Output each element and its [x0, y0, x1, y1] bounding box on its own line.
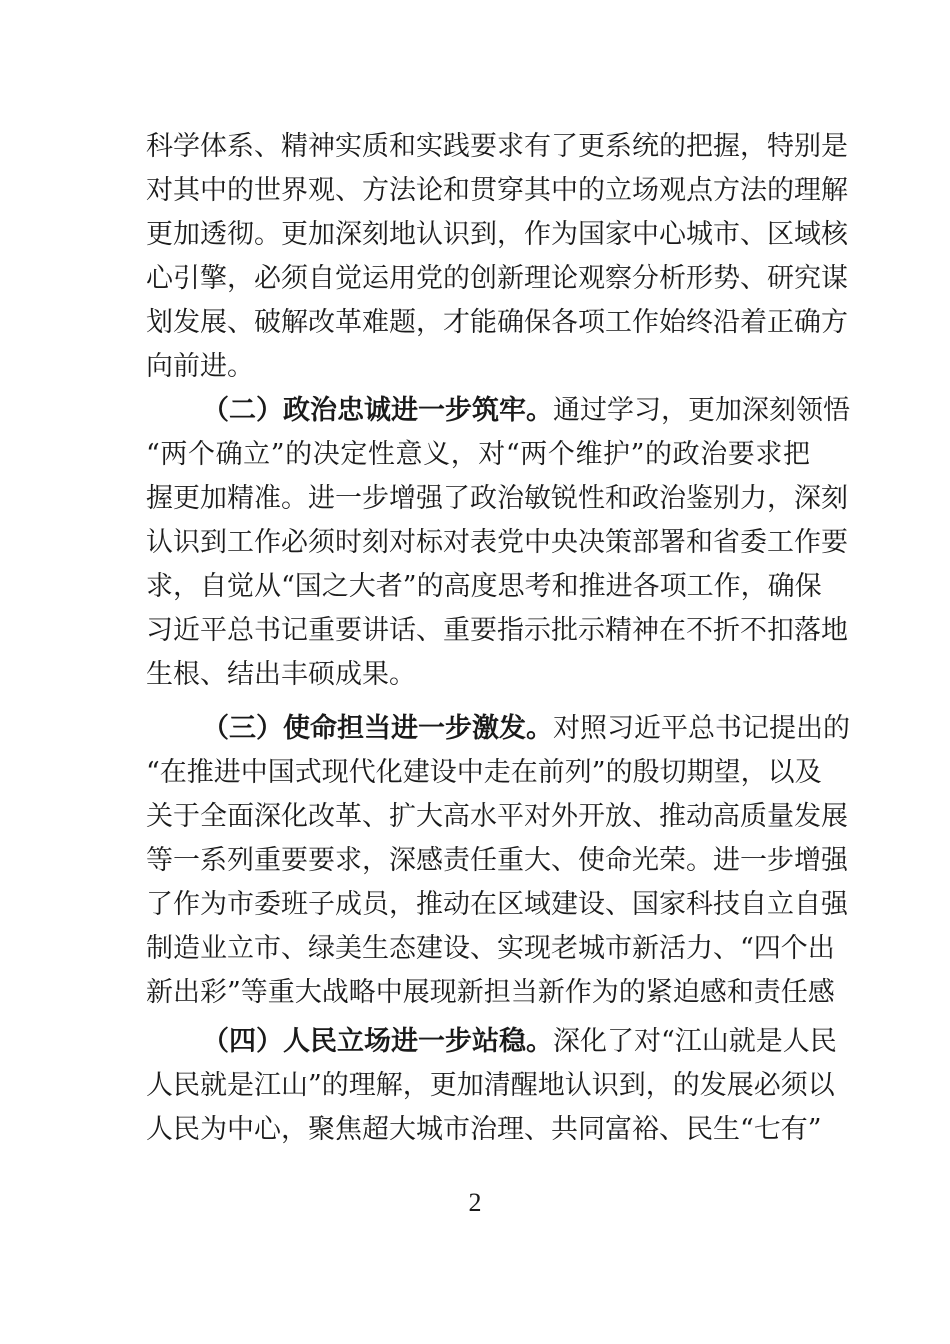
body-line: 人民为中心，聚焦超大城市治理、共同富裕、民生“七有” — [146, 1114, 822, 1145]
body-line: 向前进。 — [146, 351, 254, 382]
body-line: “在推进中国式现代化建设中走在前列”的殷切期望，以及 — [146, 757, 822, 788]
body-line: 科学体系、精神实质和实践要求有了更系统的把握，特别是 — [146, 131, 848, 162]
section-first-line — [202, 389, 850, 433]
body-line: 制造业立市、绿美生态建设、实现老城市新活力、“四个出 — [146, 933, 835, 964]
section-first-line — [202, 1020, 837, 1064]
body-line: 划发展、破解改革难题，才能确保各项工作始终沿着正确方 — [146, 307, 848, 338]
body-line: 认识到工作必须时刻对标对表党中央决策部署和省委工作要 — [146, 527, 848, 558]
section-first-line-text: 深化了对“江山就是人民 — [553, 1026, 837, 1057]
body-line: 求，自觉从“国之大者”的高度思考和推进各项工作，确保 — [146, 571, 822, 602]
body-line: 生根、结出丰硕成果。 — [146, 659, 416, 690]
section-first-line-text: 对照习近平总书记提出的 — [553, 713, 850, 744]
body-line: 等一系列重要要求，深感责任重大、使命光荣。进一步增强 — [146, 845, 848, 876]
body-line: “两个确立”的决定性意义，对“两个维护”的政治要求把 — [146, 439, 810, 470]
section-heading: （二）政治忠诚进一步筑牢。 — [202, 395, 553, 426]
body-line: 更加透彻。更加深刻地认识到，作为国家中心城市、区域核 — [146, 219, 848, 250]
body-line: 新出彩”等重大战略中展现新担当新作为的紧迫感和责任感 — [146, 977, 835, 1008]
page-number: 2 — [468, 1188, 482, 1217]
body-line: 习近平总书记重要讲话、重要指示批示精神在不折不扣落地 — [146, 615, 848, 646]
section-heading: （四）人民立场进一步站稳。 — [202, 1026, 553, 1057]
section-first-line — [202, 707, 850, 751]
body-line: 心引擎，必须自觉运用党的创新理论观察分析形势、研究谋 — [146, 263, 848, 294]
body-line: 关于全面深化改革、扩大高水平对外开放、推动高质量发展 — [146, 801, 848, 832]
body-line: 对其中的世界观、方法论和贯穿其中的立场观点方法的理解 — [146, 175, 848, 206]
body-line: 了作为市委班子成员，推动在区域建设、国家科技自立自强 — [146, 889, 848, 920]
section-first-line-text: 通过学习，更加深刻领悟 — [553, 395, 850, 426]
body-line: 人民就是江山”的理解，更加清醒地认识到，的发展必须以 — [146, 1070, 835, 1101]
section-heading: （三）使命担当进一步激发。 — [202, 713, 553, 744]
body-line: 握更加精准。进一步增强了政治敏锐性和政治鉴别力，深刻 — [146, 483, 848, 514]
